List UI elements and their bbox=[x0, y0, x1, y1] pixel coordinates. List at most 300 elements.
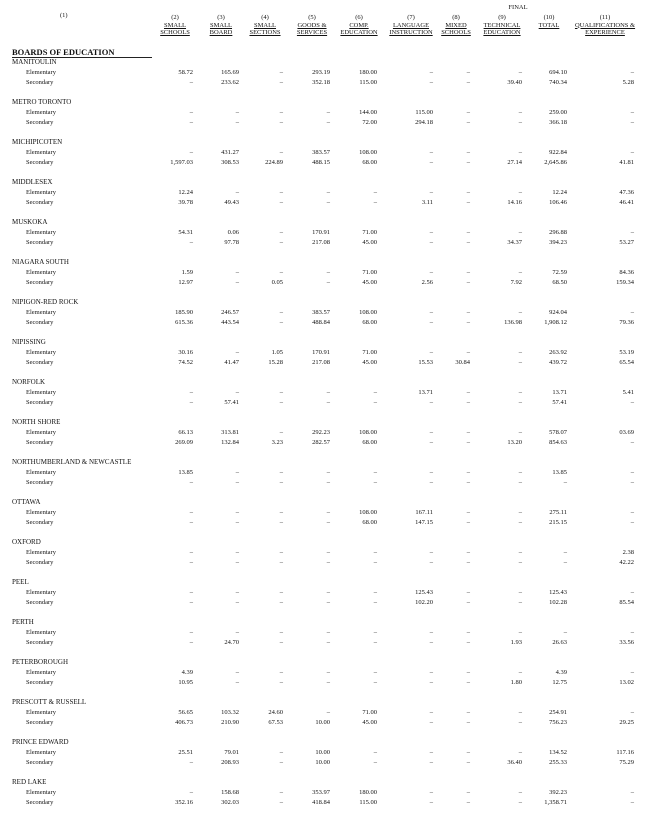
table-cell: 443.54 bbox=[221, 319, 239, 326]
row-label: Elementary bbox=[26, 709, 56, 716]
table-row bbox=[0, 148, 658, 157]
table-cell: 5.41 bbox=[622, 389, 634, 396]
table-cell: – bbox=[466, 439, 470, 446]
table-cell: – bbox=[630, 629, 634, 636]
table-cell: 217.08 bbox=[312, 359, 330, 366]
table-cell: – bbox=[326, 399, 330, 406]
table-cell: – bbox=[518, 509, 522, 516]
table-cell: – bbox=[279, 429, 283, 436]
table-cell: 10.00 bbox=[315, 759, 330, 766]
board-name: METRO TORONTO bbox=[12, 98, 72, 106]
table-cell: – bbox=[429, 189, 433, 196]
table-cell: – bbox=[466, 469, 470, 476]
table-cell: – bbox=[466, 679, 470, 686]
table-row bbox=[0, 588, 658, 597]
table-cell: – bbox=[279, 629, 283, 636]
table-cell: – bbox=[518, 229, 522, 236]
table-cell: – bbox=[466, 159, 470, 166]
table-cell: – bbox=[189, 519, 193, 526]
table-cell: – bbox=[630, 799, 634, 806]
board-block bbox=[0, 578, 658, 618]
table-cell: – bbox=[235, 469, 239, 476]
row-label: Elementary bbox=[26, 149, 56, 156]
table-cell: – bbox=[279, 759, 283, 766]
table-cell: 383.57 bbox=[312, 309, 330, 316]
table-cell: – bbox=[518, 359, 522, 366]
table-cell: – bbox=[189, 399, 193, 406]
table-cell: – bbox=[235, 679, 239, 686]
table-cell: 5.28 bbox=[622, 79, 634, 86]
row-label: Secondary bbox=[26, 759, 54, 766]
table-row bbox=[0, 758, 658, 767]
table-cell: – bbox=[373, 469, 377, 476]
table-cell: – bbox=[189, 559, 193, 566]
table-cell: 24.60 bbox=[268, 709, 283, 716]
table-cell: 1.93 bbox=[510, 639, 522, 646]
table-cell: – bbox=[279, 109, 283, 116]
table-row bbox=[0, 238, 658, 247]
table-cell: 922.84 bbox=[549, 149, 567, 156]
table-cell: 4.39 bbox=[555, 669, 567, 676]
table-cell: – bbox=[429, 479, 433, 486]
table-cell: – bbox=[466, 69, 470, 76]
table-cell: – bbox=[429, 429, 433, 436]
row-label: Secondary bbox=[26, 119, 54, 126]
table-cell: – bbox=[279, 149, 283, 156]
table-cell: – bbox=[466, 79, 470, 86]
table-header bbox=[0, 0, 658, 48]
table-cell: – bbox=[279, 319, 283, 326]
table-cell: 85.54 bbox=[619, 599, 634, 606]
table-cell: – bbox=[189, 79, 193, 86]
table-cell: 30.16 bbox=[178, 349, 193, 356]
table-cell: – bbox=[630, 469, 634, 476]
table-cell: 263.92 bbox=[549, 349, 567, 356]
table-cell: – bbox=[429, 559, 433, 566]
board-name: MANITOULIN bbox=[12, 58, 57, 66]
table-cell: – bbox=[373, 759, 377, 766]
table-cell: – bbox=[466, 119, 470, 126]
table-cell: – bbox=[429, 399, 433, 406]
table-cell: – bbox=[373, 189, 377, 196]
table-cell: 68.00 bbox=[362, 519, 377, 526]
col-10-header: (10) TOTAL bbox=[538, 14, 560, 29]
table-cell: 97.78 bbox=[224, 239, 239, 246]
table-cell: – bbox=[429, 349, 433, 356]
table-cell: – bbox=[429, 469, 433, 476]
table-cell: – bbox=[630, 399, 634, 406]
row-label: Elementary bbox=[26, 429, 56, 436]
table-cell: 41.47 bbox=[224, 359, 239, 366]
table-cell: 53.27 bbox=[619, 239, 634, 246]
table-cell: 159.34 bbox=[616, 279, 634, 286]
table-cell: – bbox=[630, 509, 634, 516]
table-cell: – bbox=[466, 279, 470, 286]
table-cell: – bbox=[326, 269, 330, 276]
table-cell: – bbox=[326, 119, 330, 126]
table-cell: – bbox=[429, 549, 433, 556]
table-row bbox=[0, 788, 658, 797]
table-cell: 71.00 bbox=[362, 229, 377, 236]
table-cell: – bbox=[518, 119, 522, 126]
table-cell: 136.98 bbox=[504, 319, 522, 326]
table-cell: – bbox=[279, 559, 283, 566]
row-label: Elementary bbox=[26, 389, 56, 396]
table-cell: 292.23 bbox=[312, 429, 330, 436]
board-block bbox=[0, 778, 658, 818]
table-row bbox=[0, 308, 658, 317]
table-cell: – bbox=[235, 509, 239, 516]
table-cell: – bbox=[518, 69, 522, 76]
table-cell: – bbox=[189, 239, 193, 246]
table-cell: 353.97 bbox=[312, 789, 330, 796]
board-block bbox=[0, 298, 658, 338]
table-cell: – bbox=[630, 109, 634, 116]
table-cell: – bbox=[466, 429, 470, 436]
table-cell: – bbox=[518, 519, 522, 526]
row-label: Elementary bbox=[26, 549, 56, 556]
table-row bbox=[0, 158, 658, 167]
table-cell: – bbox=[429, 149, 433, 156]
table-cell: – bbox=[189, 109, 193, 116]
table-cell: 71.00 bbox=[362, 269, 377, 276]
table-cell: – bbox=[518, 799, 522, 806]
board-block bbox=[0, 698, 658, 738]
table-cell: 57.41 bbox=[552, 399, 567, 406]
table-cell: – bbox=[235, 349, 239, 356]
table-cell: 1.59 bbox=[181, 269, 193, 276]
table-cell: 25.51 bbox=[178, 749, 193, 756]
table-cell: – bbox=[373, 479, 377, 486]
row-label: Secondary bbox=[26, 519, 54, 526]
table-cell: 13.85 bbox=[178, 469, 193, 476]
row-label: Elementary bbox=[26, 509, 56, 516]
table-row bbox=[0, 188, 658, 197]
table-row bbox=[0, 748, 658, 757]
table-cell: – bbox=[630, 119, 634, 126]
table-cell: 66.13 bbox=[178, 429, 193, 436]
table-cell: 39.78 bbox=[178, 199, 193, 206]
table-cell: – bbox=[518, 109, 522, 116]
col-2-header: (2) SMALL SCHOOLS bbox=[160, 14, 190, 36]
table-cell: 313.81 bbox=[221, 429, 239, 436]
table-cell: 217.08 bbox=[312, 239, 330, 246]
table-cell: 68.50 bbox=[552, 279, 567, 286]
table-cell: 33.56 bbox=[619, 639, 634, 646]
table-cell: – bbox=[189, 509, 193, 516]
table-cell: 57.41 bbox=[224, 399, 239, 406]
table-cell: 65.54 bbox=[619, 359, 634, 366]
table-cell: – bbox=[466, 669, 470, 676]
table-cell: – bbox=[466, 629, 470, 636]
table-cell: – bbox=[373, 549, 377, 556]
board-block bbox=[0, 58, 658, 98]
table-cell: 3.11 bbox=[421, 199, 433, 206]
table-cell: 254.91 bbox=[549, 709, 567, 716]
board-block bbox=[0, 738, 658, 778]
board-block bbox=[0, 378, 658, 418]
row-label: Secondary bbox=[26, 679, 54, 686]
table-cell: 12.75 bbox=[552, 679, 567, 686]
table-cell: – bbox=[279, 799, 283, 806]
board-block bbox=[0, 658, 658, 698]
table-cell: – bbox=[429, 439, 433, 446]
table-cell: 1.05 bbox=[271, 349, 283, 356]
table-cell: – bbox=[466, 189, 470, 196]
table-cell: – bbox=[373, 599, 377, 606]
table-cell: 71.00 bbox=[362, 709, 377, 716]
table-cell: – bbox=[630, 69, 634, 76]
table-cell: – bbox=[518, 629, 522, 636]
board-name: NORFOLK bbox=[12, 378, 46, 386]
table-cell: – bbox=[518, 669, 522, 676]
table-cell: – bbox=[326, 519, 330, 526]
board-block bbox=[0, 618, 658, 658]
table-row bbox=[0, 668, 658, 677]
table-cell: – bbox=[279, 389, 283, 396]
table-cell: – bbox=[518, 399, 522, 406]
table-cell: – bbox=[235, 279, 239, 286]
row-label: Elementary bbox=[26, 469, 56, 476]
row-label: Secondary bbox=[26, 399, 54, 406]
table-cell: 756.23 bbox=[549, 719, 567, 726]
table-cell: 12.24 bbox=[178, 189, 193, 196]
table-cell: 24.70 bbox=[224, 639, 239, 646]
final-label: FINAL bbox=[508, 4, 528, 11]
table-cell: 125.43 bbox=[415, 589, 433, 596]
table-cell: – bbox=[466, 639, 470, 646]
boards-table bbox=[0, 58, 658, 818]
table-cell: 79.36 bbox=[619, 319, 634, 326]
table-cell: 68.00 bbox=[362, 319, 377, 326]
table-cell: 170.91 bbox=[312, 229, 330, 236]
table-cell: 67.53 bbox=[268, 719, 283, 726]
table-cell: 115.00 bbox=[359, 799, 377, 806]
table-row bbox=[0, 518, 658, 527]
board-name: PEEL bbox=[12, 578, 29, 586]
section-title: BOARDS OF EDUCATION bbox=[12, 48, 152, 58]
table-cell: – bbox=[429, 629, 433, 636]
table-cell: – bbox=[518, 709, 522, 716]
row-label: Secondary bbox=[26, 359, 54, 366]
col-1-num: (1) bbox=[60, 12, 68, 19]
table-cell: 246.57 bbox=[221, 309, 239, 316]
table-cell: 13.02 bbox=[619, 679, 634, 686]
table-cell: – bbox=[279, 229, 283, 236]
table-cell: – bbox=[518, 479, 522, 486]
table-cell: 10.95 bbox=[178, 679, 193, 686]
table-cell: – bbox=[235, 479, 239, 486]
row-label: Elementary bbox=[26, 269, 56, 276]
table-cell: 41.81 bbox=[619, 159, 634, 166]
table-cell: 366.18 bbox=[549, 119, 567, 126]
table-cell: – bbox=[429, 639, 433, 646]
table-cell: 132.84 bbox=[221, 439, 239, 446]
table-cell: 45.00 bbox=[362, 239, 377, 246]
table-cell: – bbox=[429, 159, 433, 166]
table-cell: 302.03 bbox=[221, 799, 239, 806]
table-cell: – bbox=[189, 149, 193, 156]
table-cell: 10.00 bbox=[315, 749, 330, 756]
table-cell: – bbox=[326, 709, 330, 716]
board-block bbox=[0, 538, 658, 578]
table-cell: 170.91 bbox=[312, 349, 330, 356]
table-cell: – bbox=[466, 389, 470, 396]
row-label: Elementary bbox=[26, 69, 56, 76]
table-cell: 72.00 bbox=[362, 119, 377, 126]
table-cell: 2,645.86 bbox=[544, 159, 567, 166]
table-cell: – bbox=[466, 759, 470, 766]
table-cell: – bbox=[326, 469, 330, 476]
table-cell: 392.23 bbox=[549, 789, 567, 796]
table-cell: 259.00 bbox=[549, 109, 567, 116]
table-row bbox=[0, 78, 658, 87]
table-row bbox=[0, 278, 658, 287]
table-cell: – bbox=[563, 479, 567, 486]
table-row bbox=[0, 438, 658, 447]
table-cell: 3.23 bbox=[271, 439, 283, 446]
table-cell: – bbox=[466, 799, 470, 806]
col-3-header: (3) SMALL BOARD bbox=[209, 14, 233, 36]
table-cell: – bbox=[563, 559, 567, 566]
table-cell: – bbox=[235, 559, 239, 566]
table-cell: – bbox=[373, 629, 377, 636]
table-cell: – bbox=[630, 669, 634, 676]
board-block bbox=[0, 98, 658, 138]
table-cell: – bbox=[189, 759, 193, 766]
board-block bbox=[0, 418, 658, 458]
table-cell: – bbox=[279, 749, 283, 756]
table-cell: 36.40 bbox=[507, 759, 522, 766]
table-row bbox=[0, 318, 658, 327]
table-cell: – bbox=[429, 309, 433, 316]
table-cell: 578.07 bbox=[549, 429, 567, 436]
table-cell: 103.32 bbox=[221, 709, 239, 716]
board-name: RED LAKE bbox=[12, 778, 47, 786]
table-cell: 106.46 bbox=[549, 199, 567, 206]
table-cell: 924.04 bbox=[549, 309, 567, 316]
table-row bbox=[0, 678, 658, 687]
row-label: Elementary bbox=[26, 629, 56, 636]
table-cell: 224.89 bbox=[265, 159, 283, 166]
board-block bbox=[0, 458, 658, 498]
row-label: Secondary bbox=[26, 439, 54, 446]
table-cell: – bbox=[518, 749, 522, 756]
table-cell: – bbox=[466, 519, 470, 526]
table-cell: 255.33 bbox=[549, 759, 567, 766]
table-cell: – bbox=[326, 549, 330, 556]
table-row bbox=[0, 598, 658, 607]
table-cell: – bbox=[279, 119, 283, 126]
table-cell: 293.19 bbox=[312, 69, 330, 76]
table-cell: 210.90 bbox=[221, 719, 239, 726]
table-cell: – bbox=[326, 599, 330, 606]
board-name: PRINCE EDWARD bbox=[12, 738, 69, 746]
table-cell: 26.63 bbox=[552, 639, 567, 646]
table-cell: – bbox=[518, 349, 522, 356]
table-cell: – bbox=[326, 199, 330, 206]
table-cell: – bbox=[518, 189, 522, 196]
col-8-header: (8) MIXED SCHOOLS bbox=[441, 14, 471, 36]
table-cell: – bbox=[518, 429, 522, 436]
table-cell: 54.31 bbox=[178, 229, 193, 236]
table-cell: – bbox=[235, 389, 239, 396]
table-cell: – bbox=[326, 589, 330, 596]
table-cell: – bbox=[279, 239, 283, 246]
table-cell: 431.27 bbox=[221, 149, 239, 156]
table-cell: – bbox=[466, 349, 470, 356]
board-name: MIDDLESEX bbox=[12, 178, 53, 186]
table-cell: – bbox=[279, 199, 283, 206]
table-cell: – bbox=[189, 119, 193, 126]
table-row bbox=[0, 708, 658, 717]
table-cell: – bbox=[326, 679, 330, 686]
table-cell: – bbox=[466, 399, 470, 406]
table-cell: 740.34 bbox=[549, 79, 567, 86]
col-5-header: (5) GOODS & SERVICES bbox=[296, 14, 328, 36]
table-cell: – bbox=[429, 799, 433, 806]
table-cell: – bbox=[429, 789, 433, 796]
table-cell: 269.09 bbox=[175, 439, 193, 446]
row-label: Elementary bbox=[26, 309, 56, 316]
table-cell: – bbox=[235, 589, 239, 596]
table-cell: – bbox=[466, 709, 470, 716]
table-cell: – bbox=[466, 599, 470, 606]
table-row bbox=[0, 388, 658, 397]
row-label: Elementary bbox=[26, 349, 56, 356]
table-cell: – bbox=[466, 229, 470, 236]
table-cell: 4.39 bbox=[181, 669, 193, 676]
table-cell: 2.38 bbox=[622, 549, 634, 556]
board-name: NIPIGON-RED ROCK bbox=[12, 298, 79, 306]
table-cell: – bbox=[279, 509, 283, 516]
table-row bbox=[0, 68, 658, 77]
table-row bbox=[0, 478, 658, 487]
board-name: NIAGARA SOUTH bbox=[12, 258, 69, 266]
table-cell: – bbox=[279, 519, 283, 526]
row-label: Elementary bbox=[26, 189, 56, 196]
table-cell: – bbox=[466, 479, 470, 486]
table-cell: 12.97 bbox=[178, 279, 193, 286]
table-cell: – bbox=[630, 229, 634, 236]
row-label: Secondary bbox=[26, 159, 54, 166]
table-cell: 49.43 bbox=[224, 199, 239, 206]
row-label: Secondary bbox=[26, 559, 54, 566]
table-cell: 84.36 bbox=[619, 269, 634, 276]
table-cell: 15.28 bbox=[268, 359, 283, 366]
table-row bbox=[0, 108, 658, 117]
table-cell: 56.65 bbox=[178, 709, 193, 716]
table-cell: 208.93 bbox=[221, 759, 239, 766]
table-cell: – bbox=[189, 599, 193, 606]
row-label: Secondary bbox=[26, 239, 54, 246]
table-cell: – bbox=[518, 389, 522, 396]
table-cell: – bbox=[630, 479, 634, 486]
table-cell: – bbox=[373, 679, 377, 686]
table-row bbox=[0, 228, 658, 237]
table-cell: – bbox=[279, 79, 283, 86]
table-cell: 102.28 bbox=[549, 599, 567, 606]
table-cell: 418.84 bbox=[312, 799, 330, 806]
table-cell: 1,908.12 bbox=[544, 319, 567, 326]
table-cell: – bbox=[279, 669, 283, 676]
table-row bbox=[0, 358, 658, 367]
table-cell: – bbox=[630, 789, 634, 796]
table-cell: 439.72 bbox=[549, 359, 567, 366]
table-cell: 72.59 bbox=[552, 269, 567, 276]
col-4-header: (4) SMALL SECTIONS bbox=[249, 14, 281, 36]
table-cell: 180.00 bbox=[359, 69, 377, 76]
